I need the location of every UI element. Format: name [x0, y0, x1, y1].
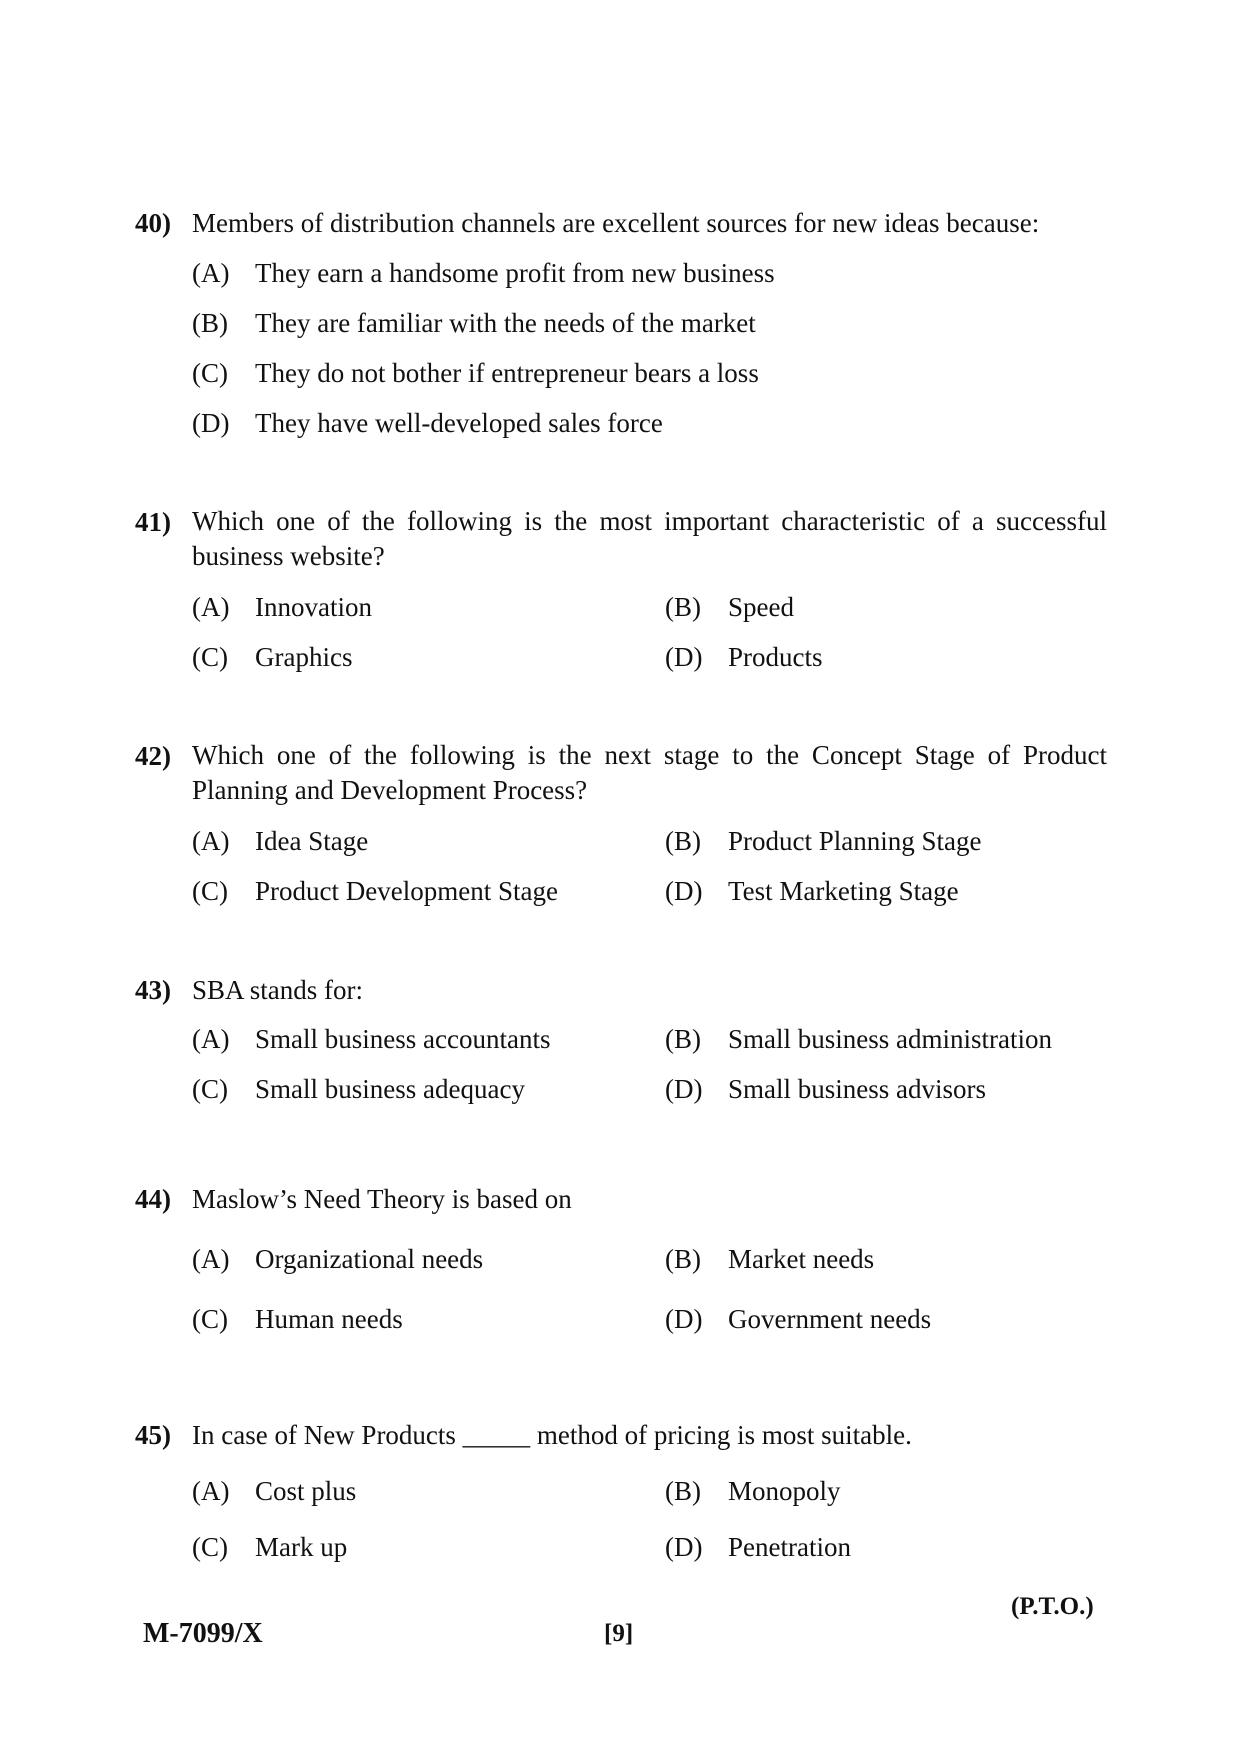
option-text: Test Marketing Stage — [728, 876, 959, 906]
option-label: (D) — [665, 642, 703, 672]
option-label: (C) — [192, 358, 228, 388]
option-label: (B) — [665, 1476, 701, 1506]
option-label: (A) — [192, 258, 230, 288]
option-text: Monopoly — [728, 1476, 841, 1506]
option-c — [192, 1304, 403, 1335]
option-text: Cost plus — [255, 1476, 357, 1506]
question-text: In case of New Products _____ method of pricing is most suitable. — [192, 1420, 912, 1450]
option-d — [665, 876, 959, 907]
option-text: Speed — [728, 592, 794, 622]
option-text: Products — [728, 642, 823, 672]
option-a — [192, 826, 368, 857]
option-label: (C) — [192, 1304, 228, 1334]
question-number: 40) — [135, 208, 171, 238]
option-text: Small business advisors — [728, 1074, 987, 1104]
option-d — [665, 1532, 851, 1563]
question-number: 43) — [135, 975, 171, 1005]
question-text: Which one of the following is the next stage to the Concept Stage of Product Planning and Development Process? — [192, 740, 1107, 805]
option-b — [665, 1024, 1052, 1055]
option-label: (D) — [665, 876, 703, 906]
option-text: Market needs — [728, 1244, 875, 1274]
option-c — [192, 876, 558, 907]
option-text: Innovation — [255, 592, 372, 622]
option-label: (D) — [665, 1532, 703, 1562]
option-a — [192, 1024, 550, 1055]
question-number: 44) — [135, 1184, 171, 1214]
option-label: (A) — [192, 826, 230, 856]
option-a — [192, 1244, 483, 1275]
option-c — [192, 1074, 525, 1105]
option-label: (D) — [665, 1304, 703, 1334]
option-label: (C) — [192, 1074, 228, 1104]
option-text: Idea Stage — [255, 826, 369, 856]
question-text: Which one of the following is the most important characteristic of a successful business website? — [192, 506, 1107, 571]
option-a — [192, 1476, 356, 1507]
option-b — [665, 1244, 874, 1275]
question-text: SBA stands for: — [192, 975, 364, 1005]
page-number: [9] — [604, 1620, 634, 1647]
option-text: Graphics — [255, 642, 353, 672]
option-text: Product Planning Stage — [728, 826, 982, 856]
option-text: Small business administration — [728, 1024, 1052, 1054]
option-text: Small business adequacy — [255, 1074, 525, 1104]
option-label: (C) — [192, 876, 228, 906]
option-text: Organizational needs — [255, 1244, 484, 1274]
option-text: They earn a handsome profit from new business — [255, 258, 775, 288]
option-a — [192, 258, 775, 289]
question-text: Maslow’s Need Theory is based on — [192, 1184, 572, 1214]
option-b — [192, 308, 756, 339]
option-label: (B) — [665, 1024, 701, 1054]
option-text: Penetration — [728, 1532, 851, 1562]
option-text: They have well-developed sales force — [255, 408, 663, 438]
option-b — [665, 1476, 841, 1507]
option-label: (B) — [665, 1244, 701, 1274]
option-label: (A) — [192, 1476, 230, 1506]
option-d — [665, 1074, 986, 1105]
question-number: 45) — [135, 1420, 171, 1450]
option-label: (D) — [665, 1074, 703, 1104]
option-text: They do not bother if entrepreneur bears a loss — [255, 358, 759, 388]
option-label: (B) — [665, 826, 701, 856]
option-text: Mark up — [255, 1532, 348, 1562]
option-d — [192, 408, 663, 439]
option-text: Government needs — [728, 1304, 932, 1334]
option-c — [192, 358, 759, 389]
option-text: They are familiar with the needs of the market — [255, 308, 756, 338]
option-label: (B) — [665, 592, 701, 622]
option-label: (C) — [192, 1532, 228, 1562]
option-label: (A) — [192, 1024, 230, 1054]
please-turn-over: (P.T.O.) — [1011, 1593, 1094, 1620]
question-number: 42) — [135, 741, 171, 771]
option-a — [192, 592, 372, 623]
option-text: Human needs — [255, 1304, 403, 1334]
option-label: (C) — [192, 642, 228, 672]
question-text: Members of distribution channels are excellent sources for new ideas because: — [192, 208, 1040, 238]
option-b — [665, 592, 794, 623]
option-label: (A) — [192, 592, 230, 622]
option-text: Product Development Stage — [255, 876, 558, 906]
option-label: (A) — [192, 1244, 230, 1274]
option-text: Small business accountants — [255, 1024, 551, 1054]
option-c — [192, 642, 352, 673]
option-c — [192, 1532, 347, 1563]
option-b — [665, 826, 981, 857]
question-number: 41) — [135, 507, 171, 537]
paper-code: M-7099/X — [143, 1618, 263, 1649]
option-d — [665, 1304, 931, 1335]
option-d — [665, 642, 823, 673]
option-label: (B) — [192, 308, 228, 338]
option-label: (D) — [192, 408, 230, 438]
